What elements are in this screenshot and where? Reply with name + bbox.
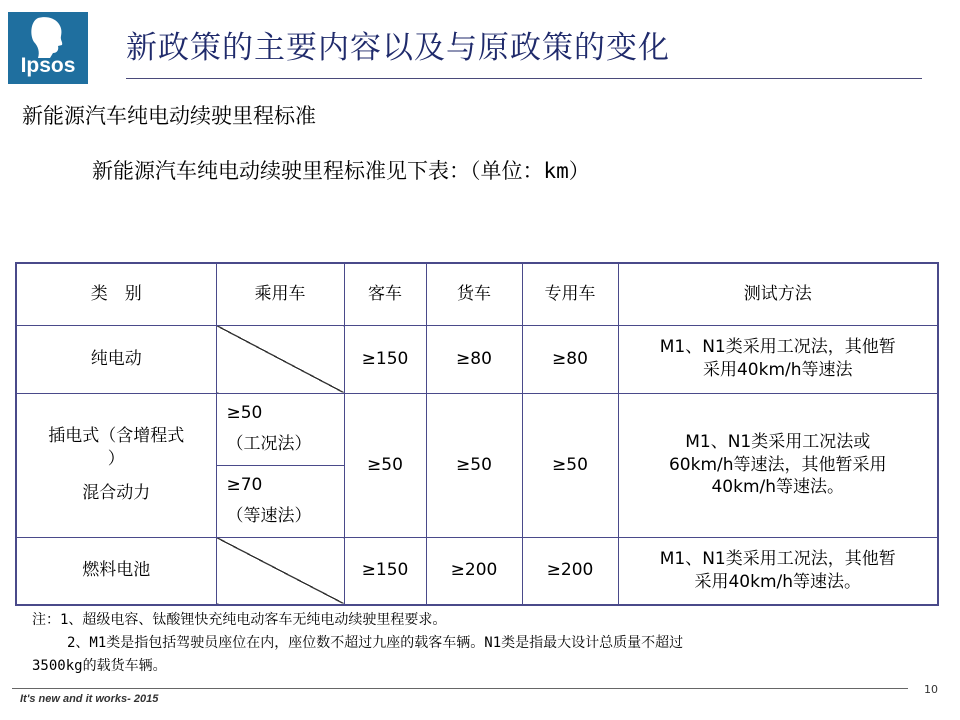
- passenger-method: （工况法）: [226, 434, 312, 454]
- note-2: 2、M1类是指包括驾驶员座位在内，座位数不超过九座的载客车辆。N1类是指最大设计总质量不超过: [67, 635, 684, 651]
- header-category: 类 别: [16, 263, 216, 325]
- intro-text: 新能源汽车纯电动续驶里程标准见下表：: [92, 159, 470, 183]
- logo-text: Ipsos: [20, 54, 76, 77]
- table-row-bev: [16, 325, 938, 393]
- table-row-fcv: [16, 537, 938, 605]
- header-test-method: 测试方法: [618, 263, 938, 325]
- cell-passenger-phev-speed: [216, 465, 344, 537]
- cell-diagonal-empty: [216, 537, 344, 605]
- cell-diagonal-empty: [216, 325, 344, 393]
- cell-bus-fcv: ≥150: [344, 537, 426, 605]
- table-row-phev: [16, 393, 938, 465]
- test-line: M1、N1类采用工况法或: [685, 431, 871, 452]
- title-divider: [126, 78, 922, 79]
- cell-test-fcv: [618, 537, 938, 605]
- footer-text: It's new and it works- 2015: [20, 693, 159, 705]
- passenger-value: ≥70: [226, 475, 263, 496]
- ipsos-logo: [8, 12, 88, 84]
- test-line: 采用40km/h等速法: [702, 360, 853, 380]
- cell-test-phev: [618, 393, 938, 537]
- cell-passenger-phev-cycle: [216, 393, 344, 465]
- footnotes: [32, 609, 683, 678]
- test-line: 采用40km/h等速法。: [694, 571, 862, 592]
- cell-truck-phev: ≥50: [426, 393, 522, 537]
- passenger-value: ≥50: [226, 403, 263, 424]
- note-1: 注：1、超级电容、钛酸锂快充纯电动客车无纯电动续驶里程要求。: [32, 612, 447, 628]
- passenger-method: （等速法）: [226, 506, 312, 526]
- cell-category-phev: [16, 393, 216, 537]
- intro-unit: （单位：km）: [470, 159, 590, 183]
- note-2-cont: 3500kg的载货车辆。: [32, 658, 167, 674]
- category-line: 混合动力: [82, 483, 151, 504]
- header-bus: 客车: [344, 263, 426, 325]
- table-header-row: [16, 263, 938, 325]
- cell-special-bev: ≥80: [522, 325, 618, 393]
- section-subtitle: 新能源汽车纯电动续驶里程标准: [22, 104, 316, 128]
- category-line: ）: [107, 448, 125, 469]
- test-line: 60km/h等速法，其他暂采用: [668, 454, 887, 475]
- cell-category-bev: 纯电动: [16, 325, 216, 393]
- test-line: 40km/h等速法。: [711, 477, 845, 498]
- page-number: 10: [924, 683, 938, 696]
- header-passenger: 乘用车: [216, 263, 344, 325]
- cell-test-bev: [618, 325, 938, 393]
- cell-bus-phev: ≥50: [344, 393, 426, 537]
- header-truck: 货车: [426, 263, 522, 325]
- footer-divider: [12, 688, 908, 689]
- intro-line: [92, 155, 590, 185]
- category-line: 插电式（含增程式: [48, 425, 185, 446]
- cell-bus-bev: ≥150: [344, 325, 426, 393]
- cell-special-phev: ≥50: [522, 393, 618, 537]
- cell-category-fcv: 燃料电池: [16, 537, 216, 605]
- page-title: 新政策的主要内容以及与原政策的变化: [126, 30, 670, 66]
- cell-truck-fcv: ≥200: [426, 537, 522, 605]
- cell-truck-bev: ≥80: [426, 325, 522, 393]
- range-standard-table: [15, 262, 939, 606]
- test-line: M1、N1类采用工况法，其他暂: [659, 337, 896, 358]
- cell-special-fcv: ≥200: [522, 537, 618, 605]
- test-line: M1、N1类采用工况法，其他暂: [659, 548, 896, 569]
- header-special: 专用车: [522, 263, 618, 325]
